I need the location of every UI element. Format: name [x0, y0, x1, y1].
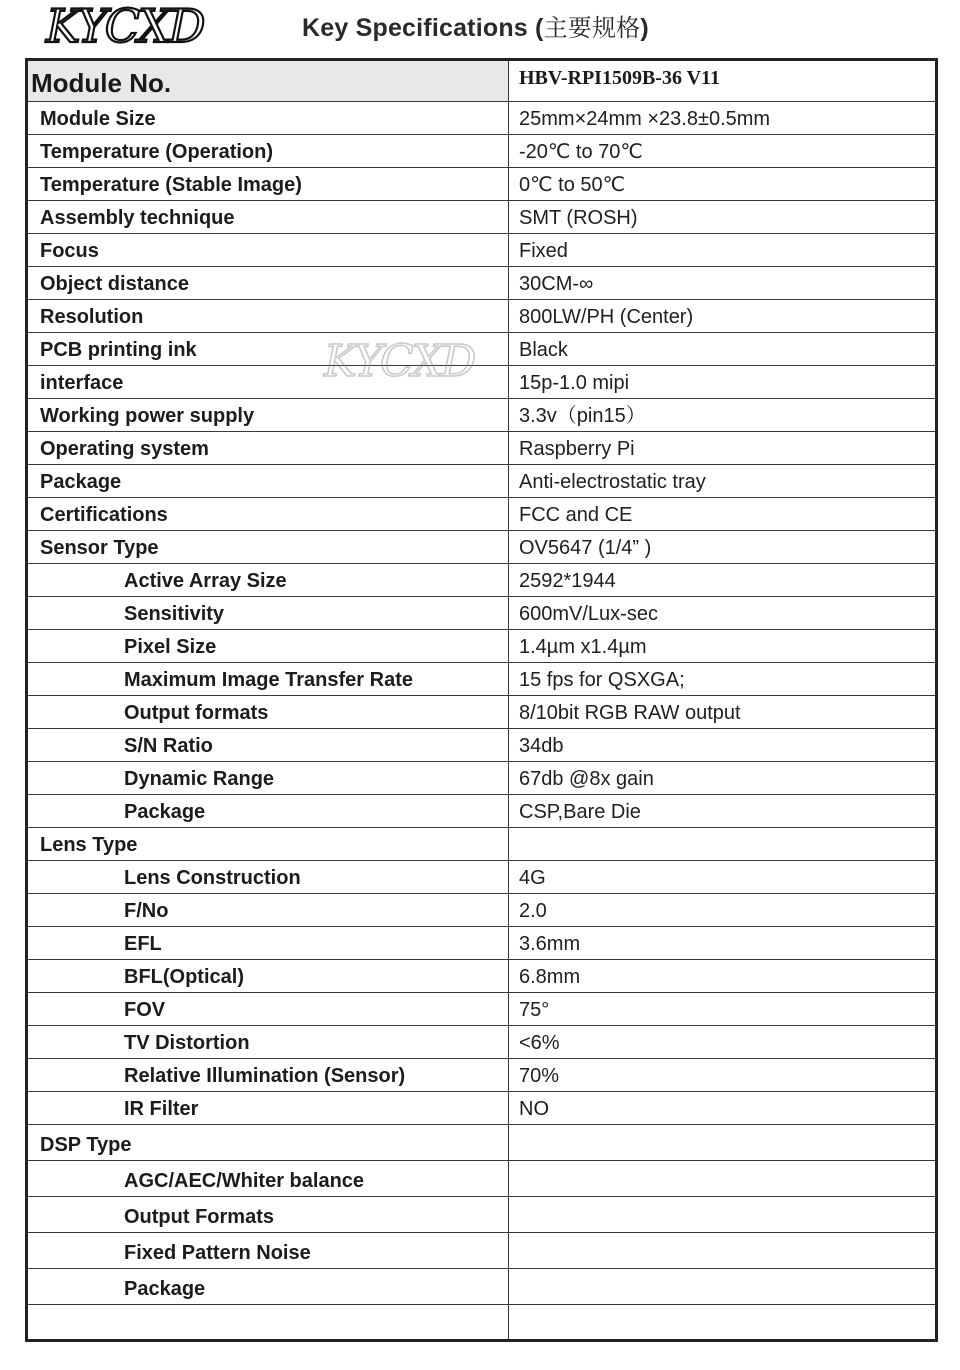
spec-value: [509, 1269, 937, 1305]
spec-table: [25, 58, 938, 1342]
table-row: [27, 1269, 937, 1305]
spec-label: S/N Ratio: [27, 729, 509, 762]
spec-value: NO: [509, 1092, 937, 1125]
spec-value: OV5647 (1/4” ): [509, 531, 937, 564]
spec-label: Focus: [27, 234, 509, 267]
spec-value: Anti-electrostatic tray: [509, 465, 937, 498]
spec-label: FOV: [27, 993, 509, 1026]
spec-value: 15p-1.0 mipi: [509, 366, 937, 399]
table-row: [27, 597, 937, 630]
spec-value: [509, 1125, 937, 1161]
spec-value: 75°: [509, 993, 937, 1026]
spec-value: 67db @8x gain: [509, 762, 937, 795]
module-no-value: HBV-RPI1509B-36 V11: [509, 60, 937, 102]
spec-value: Raspberry Pi: [509, 432, 937, 465]
table-row: [27, 960, 937, 993]
table-row: [27, 267, 937, 300]
spec-label: Temperature (Operation): [27, 135, 509, 168]
spec-value: [509, 1161, 937, 1197]
spec-label: DSP Type: [27, 1125, 509, 1161]
spec-label: [27, 1305, 509, 1341]
table-row: [27, 498, 937, 531]
table-row: [27, 564, 937, 597]
table-row: [27, 630, 937, 663]
spec-label: Resolution: [27, 300, 509, 333]
spec-label: Pixel Size: [27, 630, 509, 663]
table-row: [27, 894, 937, 927]
spec-label: Package: [27, 795, 509, 828]
table-row: [27, 861, 937, 894]
table-row: [27, 696, 937, 729]
spec-label: Module Size: [27, 102, 509, 135]
spec-label: F/No: [27, 894, 509, 927]
spec-value: 8/10bit RGB RAW output: [509, 696, 937, 729]
spec-value: [509, 1305, 937, 1341]
spec-label: IR Filter: [27, 1092, 509, 1125]
spec-value: 3.3v（pin15）: [509, 399, 937, 432]
table-row: [27, 1026, 937, 1059]
spec-value: [509, 828, 937, 861]
spec-label: AGC/AEC/Whiter balance: [27, 1161, 509, 1197]
spec-value: [509, 1197, 937, 1233]
table-row: [27, 399, 937, 432]
spec-value: FCC and CE: [509, 498, 937, 531]
spec-label: Package: [27, 465, 509, 498]
spec-label: BFL(Optical): [27, 960, 509, 993]
spec-value: 1.4µm x1.4µm: [509, 630, 937, 663]
table-row: [27, 729, 937, 762]
table-row: [27, 1059, 937, 1092]
table-row: [27, 663, 937, 696]
table-row: [27, 300, 937, 333]
table-row: [27, 927, 937, 960]
spec-label: Fixed Pattern Noise: [27, 1233, 509, 1269]
svg-text:KYCXD: KYCXD: [46, 0, 204, 53]
spec-value: 800LW/PH (Center): [509, 300, 937, 333]
table-row: [27, 795, 937, 828]
spec-value: 600mV/Lux-sec: [509, 597, 937, 630]
table-row: [27, 1125, 937, 1161]
spec-label: PCB printing ink: [27, 333, 509, 366]
table-row: [27, 1092, 937, 1125]
spec-value: Fixed: [509, 234, 937, 267]
table-row: [27, 1305, 937, 1341]
spec-label: Assembly technique: [27, 201, 509, 234]
spec-label: Object distance: [27, 267, 509, 300]
table-row: [27, 762, 937, 795]
spec-label: Sensitivity: [27, 597, 509, 630]
spec-value: 6.8mm: [509, 960, 937, 993]
page-title: Key Specifications (主要规格): [302, 14, 649, 42]
spec-value: 4G: [509, 861, 937, 894]
table-row: [27, 993, 937, 1026]
spec-label: Dynamic Range: [27, 762, 509, 795]
table-row: [27, 1161, 937, 1197]
table-row: [27, 135, 937, 168]
spec-label: Output formats: [27, 696, 509, 729]
brand-logo: [42, 0, 257, 62]
spec-value: 2592*1944: [509, 564, 937, 597]
spec-value: 15 fps for QSXGA;: [509, 663, 937, 696]
svg-text:KYCXD: KYCXD: [324, 336, 475, 387]
spec-value: 34db: [509, 729, 937, 762]
spec-label: Operating system: [27, 432, 509, 465]
spec-label: EFL: [27, 927, 509, 960]
spec-label: Certifications: [27, 498, 509, 531]
spec-label: Lens Type: [27, 828, 509, 861]
spec-value: Black: [509, 333, 937, 366]
table-row: [27, 465, 937, 498]
spec-label: Sensor Type: [27, 531, 509, 564]
spec-label: interface: [27, 366, 509, 399]
spec-label: Package: [27, 1269, 509, 1305]
module-no-label: Module No.: [27, 60, 509, 102]
spec-value: SMT (ROSH): [509, 201, 937, 234]
spec-value: 30CM-∞: [509, 267, 937, 300]
spec-value: 0℃ to 50℃: [509, 168, 937, 201]
spec-value: 25mm×24mm ×23.8±0.5mm: [509, 102, 937, 135]
spec-label: Temperature (Stable Image): [27, 168, 509, 201]
spec-label: Maximum Image Transfer Rate: [27, 663, 509, 696]
spec-value: [509, 1233, 937, 1269]
table-row: [27, 234, 937, 267]
table-row: [27, 531, 937, 564]
table-row: [27, 168, 937, 201]
spec-label: Active Array Size: [27, 564, 509, 597]
table-header-row: [27, 60, 937, 102]
spec-value: 70%: [509, 1059, 937, 1092]
table-row: [27, 432, 937, 465]
table-row: [27, 201, 937, 234]
spec-value: 3.6mm: [509, 927, 937, 960]
spec-label: Working power supply: [27, 399, 509, 432]
spec-value: <6%: [509, 1026, 937, 1059]
spec-label: TV Distortion: [27, 1026, 509, 1059]
spec-label: Relative Illumination (Sensor): [27, 1059, 509, 1092]
table-row: [27, 1197, 937, 1233]
table-row: [27, 102, 937, 135]
table-row: [27, 828, 937, 861]
spec-label: Output Formats: [27, 1197, 509, 1233]
spec-value: -20℃ to 70℃: [509, 135, 937, 168]
spec-value: 2.0: [509, 894, 937, 927]
table-row: [27, 333, 937, 366]
table-row: [27, 366, 937, 399]
table-row: [27, 1233, 937, 1269]
spec-value: CSP,Bare Die: [509, 795, 937, 828]
spec-label: Lens Construction: [27, 861, 509, 894]
